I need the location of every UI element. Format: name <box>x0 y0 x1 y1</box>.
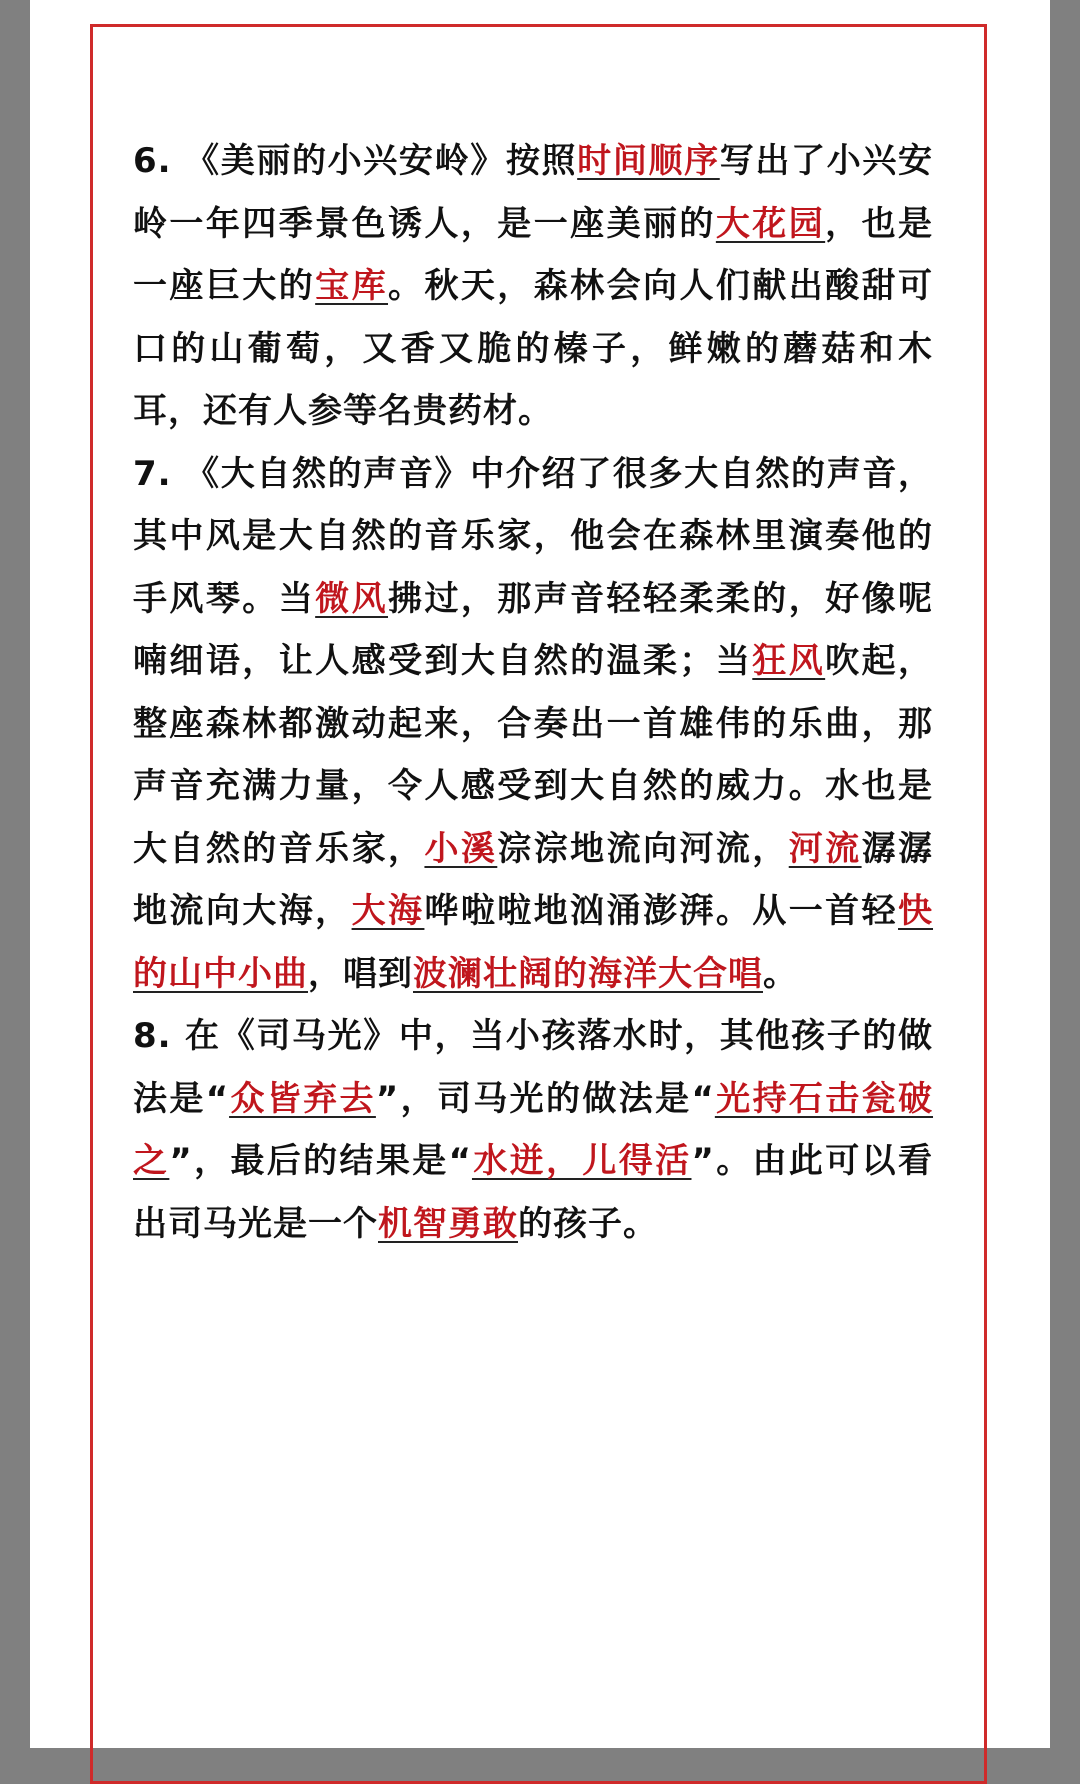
paragraph-text: 潺潺地流向大海， <box>133 828 934 931</box>
highlighted-answer: 狂风 <box>752 641 826 681</box>
paragraph-text: 的孩子。 <box>518 1203 658 1244</box>
paragraph-text: 。 <box>763 953 798 994</box>
highlighted-answer: 时间顺序 <box>577 141 720 181</box>
paragraph-8 <box>133 1005 933 1255</box>
highlighted-answer: 宝库 <box>315 266 389 306</box>
highlighted-answer: 微风 <box>315 578 389 619</box>
paragraph-text: ，也是一座巨大的 <box>133 203 934 306</box>
highlighted-answer: 众皆弃去 <box>229 1078 376 1119</box>
highlighted-answer: 小溪 <box>424 828 498 869</box>
paragraph-text: 写出了小兴安岭一年四季景色诱人，是一座美丽的 <box>133 141 933 244</box>
study-notes-content <box>133 130 933 1255</box>
highlighted-answer: 快的山中小曲 <box>133 891 934 994</box>
paragraph-text: ”，司马光的做法是“ <box>375 1078 715 1119</box>
highlighted-answer: 河流 <box>788 828 862 869</box>
highlighted-answer: 大花园 <box>715 203 826 244</box>
paragraph-text: 吹起，整座森林都激动起来，合奏出一首雄伟的乐曲，那声音充满力量，令人感受到大自然的威力。水也是大自然的音乐家， <box>133 641 934 869</box>
paragraph-text: 淙淙地流向河流， <box>497 828 789 869</box>
paragraph-text: 拂过，那声音轻轻柔柔的，好像呢喃细语，让人感受到大自然的温柔；当 <box>133 578 934 681</box>
highlighted-answer: 水迸，儿得活 <box>471 1141 692 1181</box>
highlighted-answer: 大海 <box>351 891 425 931</box>
paragraph-text: ，唱到 <box>308 953 413 994</box>
paragraph-text: 8. 在《司马光》中，当小孩落水时，其他孩子的做法是“ <box>133 1016 933 1119</box>
paragraph-text: 。秋天，森林会向人们献出酸甜可口的山葡萄，又香又脆的榛子，鲜嫩的蘑菇和木耳，还有人参等名贵药材。 <box>133 266 934 431</box>
document-page <box>30 0 1050 1748</box>
paragraph-text: ”。由此可以看出司马光是一个 <box>133 1141 933 1244</box>
paragraph-text: ”，最后的结果是“ <box>169 1141 472 1181</box>
highlighted-answer: 光持石击瓮破之 <box>133 1078 934 1181</box>
paragraph-6 <box>133 130 933 443</box>
highlighted-answer: 机智勇敢 <box>378 1203 518 1244</box>
highlighted-answer: 波澜壮阔的海洋大合唱 <box>413 953 763 994</box>
paragraph-text: 哗啦啦地汹涌澎湃。从一首轻 <box>424 891 899 931</box>
paragraph-text: 7. 《大自然的声音》中介绍了很多大自然的声音，其中风是大自然的音乐家，他会在森林里演奏他的手风琴。当 <box>133 453 933 619</box>
paragraph-text: 6. 《美丽的小兴安岭》按照 <box>133 141 578 181</box>
paragraph-7 <box>133 443 933 1006</box>
